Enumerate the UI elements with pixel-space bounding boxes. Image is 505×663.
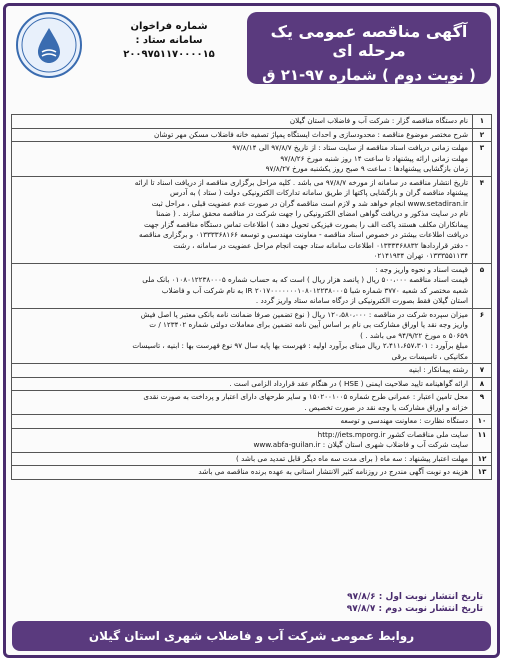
row-number: ۲ <box>473 128 492 142</box>
row-line: هزینه دو نوبت آگهی مندرج در روزنامه کثیر الانتشار استانی به عهده برنده مناقصه می باشد <box>198 467 468 476</box>
row-line: میزان سپرده شرکت در مناقصه : ۱۲۰،۵۸۰،۰۰۰ ریال ( نوع تضمین صرفا ضمانت نامه بانکی معتبر یا اصل فیش <box>140 309 468 319</box>
tender-table <box>11 114 492 480</box>
water-drop-icon <box>18 14 80 76</box>
title-box <box>247 12 491 84</box>
row-text <box>12 377 473 391</box>
company-logo <box>16 12 82 78</box>
row-text <box>12 364 473 378</box>
row-text <box>12 115 473 129</box>
call-label: شماره فراخوان <box>130 21 208 32</box>
row-line: شرح مختصر موضوع مناقصه : محدودسازی و احداث ایستگاه پمپاژ تصفیه خانه فاضلاب مسکن مهر توشان <box>154 129 468 139</box>
row-line: واریز وجه نقد یا اوراق مشارکت بی نام بر اساس آیین نامه تضمین برای معاملات دولتی شماره ۱۲۳۴۰۲ / ت <box>149 320 468 329</box>
call-info <box>94 20 244 62</box>
row-line: ارائه گواهینامه تایید صلاحیت ایمنی ( HSE ) در هنگام عقد قرارداد الزامی است . <box>229 378 468 388</box>
row-line: خزانه و اوراق مشارکت یا وجه نقد در صورت تخصیص . <box>304 402 468 412</box>
row-number: ۱۱ <box>473 428 492 452</box>
row-line: ۵۰۶۵۹ ه مورخ ۹۴/۹/۲۲ می باشد . ) <box>360 330 468 340</box>
row-number: ۵ <box>473 263 492 308</box>
row-line: قیمت اسناد مناقصه ۵۰۰،۰۰۰ ریال ( پانصد هزار ریال ) است که به حساب شماره ۰۱۰۸۰۱۲۲۳۸۰۰۰۵ بانک ملی <box>142 275 468 284</box>
setad-label: سامانه ستاد : <box>135 35 203 46</box>
call-number: ۲۰۰۹۷۵۱۱۷۰۰۰۰۱۵ <box>123 49 215 60</box>
table-row <box>12 391 492 415</box>
row-line: نام در سایت مذکور و دریافت گواهی امضای الکترونیکی را جهت شرکت در مناقصه محقق سازند . ( ضمنا <box>156 209 468 218</box>
row-line: دریافت اطلاعات بیشتر در خصوص اسناد مناقصه - معاونت مهندسی و توسعه ۰۱۳۳۳۳۶۸۱۶۶ و برگزاری مناقصه <box>138 230 468 239</box>
row-number: ۹ <box>473 391 492 415</box>
row-line: مبلغ برآورد : ۲،۴۱۱،۶۵۷،۳۰۱ ریال مبنای برآورد اولیه : فهرست بها پایه سال ۹۷ نوع فهرست بها : ابنیه ، تاسیسات <box>132 341 468 350</box>
row-line: - دفتر قراردادها ۰۱۳۳۳۳۶۸۸۳۲ اطلاعات سامانه ستاد جهت انجام مراحل عضویت در سامانه ، رشت <box>173 240 468 250</box>
second-publication-date: تاریخ انتشار نوبت دوم : ۹۷/۸/۷ <box>346 604 483 614</box>
row-text <box>12 176 473 263</box>
row-number: ۷ <box>473 364 492 378</box>
footer-banner: روابط عمومی شرکت آب و فاضلاب شهری استان گیلان <box>12 621 491 651</box>
row-number: ۱۳ <box>473 466 492 480</box>
table-row <box>12 142 492 177</box>
row-line: مکانیکی ، تاسیسات برقی <box>391 351 468 361</box>
announcement-frame <box>3 3 500 658</box>
row-line: مهلت زمانی ارائه پیشنهاد تا ساعت ۱۴ روز شنبه مورخ ۹۷/۸/۲۶ <box>280 153 468 163</box>
table-row <box>12 176 492 263</box>
row-line: استان گیلان فقط بصورت الکترونیکی از درگاه سامانه ستاد واریز گردد . <box>255 296 468 305</box>
table-row <box>12 428 492 452</box>
page-title: آگهی مناقصه عمومی یک مرحله ای <box>270 22 468 60</box>
table-row <box>12 415 492 429</box>
row-text <box>12 142 473 177</box>
row-text <box>12 452 473 466</box>
page-subtitle: ( نوبت دوم ) شماره ۹۷-۲۱ ق <box>262 66 476 84</box>
row-number: ۱۲ <box>473 452 492 466</box>
row-number: ۶ <box>473 308 492 364</box>
row-text <box>12 308 473 364</box>
row-line: قیمت اسناد و نحوه واریز وجه : <box>375 264 468 274</box>
table-row <box>12 377 492 391</box>
publication-dates <box>347 591 483 615</box>
row-line: محل تامین اعتبار : عمرانی طرح شماره ۱۵۰۲۰۰۱۰۰۵ و سایر طرحهای دارای اعتبار و پرداخت به صورت نقدی <box>143 392 468 401</box>
row-line: زمان بازگشایی پیشنهادها : ساعت ۹ صبح روز یکشنبه مورخ ۹۷/۸/۲۷ <box>265 164 468 173</box>
row-line: شعبه مختصر کد شعبه ۳۷۷۰ شماره شبا IR ۲۰۱۷۰۰۰۰۰۰۰۱۰۸۰۱۲۲۳۸۰۰۰۵ به نام شرکت آب و فاضلاب <box>161 285 468 295</box>
row-text <box>12 391 473 415</box>
table-row <box>12 452 492 466</box>
table-row <box>12 263 492 308</box>
row-line[interactable]: سایت ملی مناقصات کشور http://iets.mporg.ir <box>317 429 468 439</box>
row-number: ۱۰ <box>473 415 492 429</box>
row-number: ۴ <box>473 176 492 263</box>
row-number: ۳ <box>473 142 492 177</box>
row-number: ۱ <box>473 115 492 129</box>
table-row <box>12 115 492 129</box>
row-line: رشته پیمانکار : ابنیه <box>408 365 468 374</box>
row-line: مهلت زمانی دریافت اسناد مناقصه از سایت ستاد : از تاریخ ۹۷/۸/۷ الی ۹۷/۸/۱۴ <box>232 143 468 152</box>
row-text <box>12 428 473 452</box>
row-line: دستگاه نظارت : معاونت مهندسی و توسعه <box>340 416 468 425</box>
row-line: پیشنهاد مناقصه گران و بازگشایی پاکتها از طریق سامانه تدارکات الکترونیکی دولت ( ستاد ) به آدرس <box>169 188 468 197</box>
row-text <box>12 263 473 308</box>
row-line: ۰۱۳۳۳۵۵۱۱۳۴ تهران ۰۲۱۴۱۹۳۴ <box>373 251 468 260</box>
row-line: نام دستگاه مناقصه گزار : شرکت آب و فاضلاب استان گیلان <box>289 116 468 125</box>
row-line: مهلت اعتبار پیشنهاد : سه ماه ( برای مدت سه ماه دیگر قابل تمدید می باشد ) <box>236 453 468 463</box>
header <box>6 6 497 108</box>
row-text <box>12 415 473 429</box>
row-number: ۸ <box>473 377 492 391</box>
row-text <box>12 466 473 480</box>
first-publication-date: تاریخ انتشار نوبت اول : ۹۷/۸/۶ <box>347 592 483 602</box>
row-line[interactable]: سایت شرکت آب و فاضلاب شهری استان گیلان : www.abfa-guilan.ir <box>253 440 468 449</box>
table-row <box>12 308 492 364</box>
row-line[interactable]: www.setadiran.ir انجام خواهد شد و لازم است مناقصه گران در صورت عدم عضویت قبلی ، مراحل ثبت <box>151 198 468 208</box>
table-row <box>12 466 492 480</box>
row-line: پیمانکاران مکلف هستند پاکت الف را بصورت فیزیکی تحویل دهند ) اطلاعات تماس دستگاه مناقصه گزار جهت <box>143 219 468 229</box>
table-row <box>12 364 492 378</box>
row-text <box>12 128 473 142</box>
table-row <box>12 128 492 142</box>
row-line: تاریخ انتشار مناقصه در سامانه از مورخه ۹۷/۸/۷ می باشد . کلیه مراحل برگزاری مناقصه از دریافت اسناد تا ارائه <box>134 177 468 187</box>
